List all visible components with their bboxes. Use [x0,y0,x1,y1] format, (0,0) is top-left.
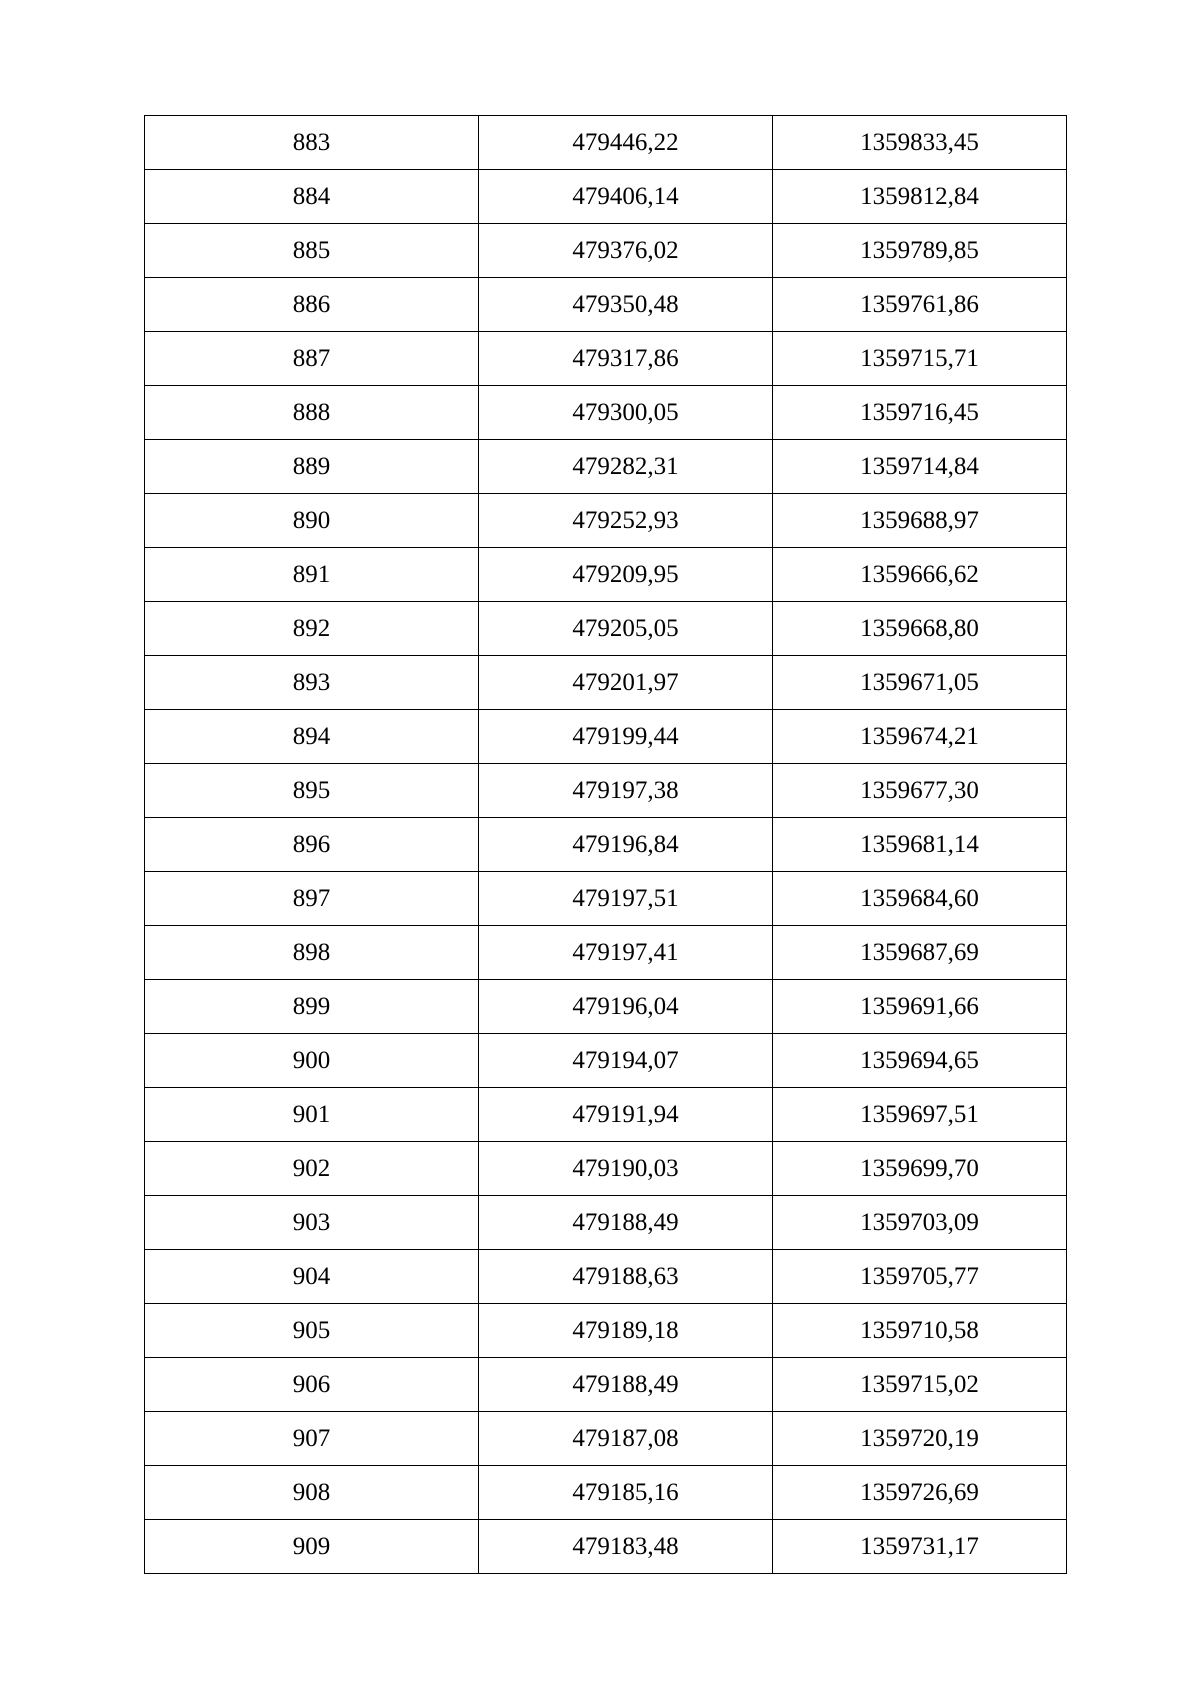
y-coordinate-cell: 1359715,71 [773,332,1067,386]
table-row [145,386,1067,440]
point-number-cell: 908 [145,1466,479,1520]
point-number-cell: 899 [145,980,479,1034]
x-coordinate-cell: 479191,94 [479,1088,773,1142]
point-number-cell: 890 [145,494,479,548]
x-coordinate-cell: 479350,48 [479,278,773,332]
x-coordinate-cell: 479188,49 [479,1358,773,1412]
y-coordinate-cell: 1359705,77 [773,1250,1067,1304]
table-row [145,1196,1067,1250]
table-row [145,710,1067,764]
y-coordinate-cell: 1359761,86 [773,278,1067,332]
point-number-cell: 902 [145,1142,479,1196]
coordinates-table [144,115,1067,1574]
y-coordinate-cell: 1359671,05 [773,656,1067,710]
x-coordinate-cell: 479209,95 [479,548,773,602]
point-number-cell: 900 [145,1034,479,1088]
point-number-cell: 883 [145,116,479,170]
table-row [145,1412,1067,1466]
y-coordinate-cell: 1359726,69 [773,1466,1067,1520]
y-coordinate-cell: 1359715,02 [773,1358,1067,1412]
table-row [145,224,1067,278]
point-number-cell: 897 [145,872,479,926]
x-coordinate-cell: 479194,07 [479,1034,773,1088]
table-row [145,1304,1067,1358]
y-coordinate-cell: 1359710,58 [773,1304,1067,1358]
table-row [145,1142,1067,1196]
y-coordinate-cell: 1359681,14 [773,818,1067,872]
y-coordinate-cell: 1359668,80 [773,602,1067,656]
point-number-cell: 887 [145,332,479,386]
table-row [145,1034,1067,1088]
point-number-cell: 905 [145,1304,479,1358]
table-row [145,170,1067,224]
coordinates-table-body [145,116,1067,1574]
point-number-cell: 888 [145,386,479,440]
x-coordinate-cell: 479197,51 [479,872,773,926]
y-coordinate-cell: 1359703,09 [773,1196,1067,1250]
table-row [145,1250,1067,1304]
point-number-cell: 901 [145,1088,479,1142]
table-row [145,1358,1067,1412]
x-coordinate-cell: 479199,44 [479,710,773,764]
x-coordinate-cell: 479197,38 [479,764,773,818]
point-number-cell: 907 [145,1412,479,1466]
x-coordinate-cell: 479317,86 [479,332,773,386]
table-row [145,494,1067,548]
y-coordinate-cell: 1359789,85 [773,224,1067,278]
point-number-cell: 893 [145,656,479,710]
y-coordinate-cell: 1359674,21 [773,710,1067,764]
point-number-cell: 903 [145,1196,479,1250]
table-row [145,1520,1067,1574]
table-row [145,1466,1067,1520]
point-number-cell: 896 [145,818,479,872]
x-coordinate-cell: 479446,22 [479,116,773,170]
point-number-cell: 909 [145,1520,479,1574]
y-coordinate-cell: 1359677,30 [773,764,1067,818]
table-row [145,548,1067,602]
y-coordinate-cell: 1359731,17 [773,1520,1067,1574]
y-coordinate-cell: 1359716,45 [773,386,1067,440]
y-coordinate-cell: 1359684,60 [773,872,1067,926]
x-coordinate-cell: 479196,84 [479,818,773,872]
x-coordinate-cell: 479187,08 [479,1412,773,1466]
x-coordinate-cell: 479183,48 [479,1520,773,1574]
point-number-cell: 898 [145,926,479,980]
table-row [145,1088,1067,1142]
point-number-cell: 889 [145,440,479,494]
y-coordinate-cell: 1359666,62 [773,548,1067,602]
table-row [145,818,1067,872]
y-coordinate-cell: 1359714,84 [773,440,1067,494]
y-coordinate-cell: 1359720,19 [773,1412,1067,1466]
table-row [145,980,1067,1034]
x-coordinate-cell: 479406,14 [479,170,773,224]
table-row [145,332,1067,386]
x-coordinate-cell: 479376,02 [479,224,773,278]
y-coordinate-cell: 1359699,70 [773,1142,1067,1196]
point-number-cell: 894 [145,710,479,764]
x-coordinate-cell: 479188,63 [479,1250,773,1304]
x-coordinate-cell: 479196,04 [479,980,773,1034]
table-row [145,926,1067,980]
point-number-cell: 891 [145,548,479,602]
point-number-cell: 885 [145,224,479,278]
y-coordinate-cell: 1359812,84 [773,170,1067,224]
point-number-cell: 892 [145,602,479,656]
table-row [145,656,1067,710]
x-coordinate-cell: 479252,93 [479,494,773,548]
x-coordinate-cell: 479282,31 [479,440,773,494]
y-coordinate-cell: 1359688,97 [773,494,1067,548]
x-coordinate-cell: 479197,41 [479,926,773,980]
point-number-cell: 904 [145,1250,479,1304]
x-coordinate-cell: 479205,05 [479,602,773,656]
x-coordinate-cell: 479188,49 [479,1196,773,1250]
y-coordinate-cell: 1359694,65 [773,1034,1067,1088]
y-coordinate-cell: 1359691,66 [773,980,1067,1034]
y-coordinate-cell: 1359697,51 [773,1088,1067,1142]
x-coordinate-cell: 479300,05 [479,386,773,440]
table-row [145,764,1067,818]
x-coordinate-cell: 479189,18 [479,1304,773,1358]
x-coordinate-cell: 479185,16 [479,1466,773,1520]
x-coordinate-cell: 479201,97 [479,656,773,710]
table-row [145,278,1067,332]
table-row [145,116,1067,170]
x-coordinate-cell: 479190,03 [479,1142,773,1196]
point-number-cell: 886 [145,278,479,332]
y-coordinate-cell: 1359687,69 [773,926,1067,980]
table-row [145,602,1067,656]
table-row [145,440,1067,494]
point-number-cell: 895 [145,764,479,818]
y-coordinate-cell: 1359833,45 [773,116,1067,170]
table-row [145,872,1067,926]
point-number-cell: 884 [145,170,479,224]
point-number-cell: 906 [145,1358,479,1412]
